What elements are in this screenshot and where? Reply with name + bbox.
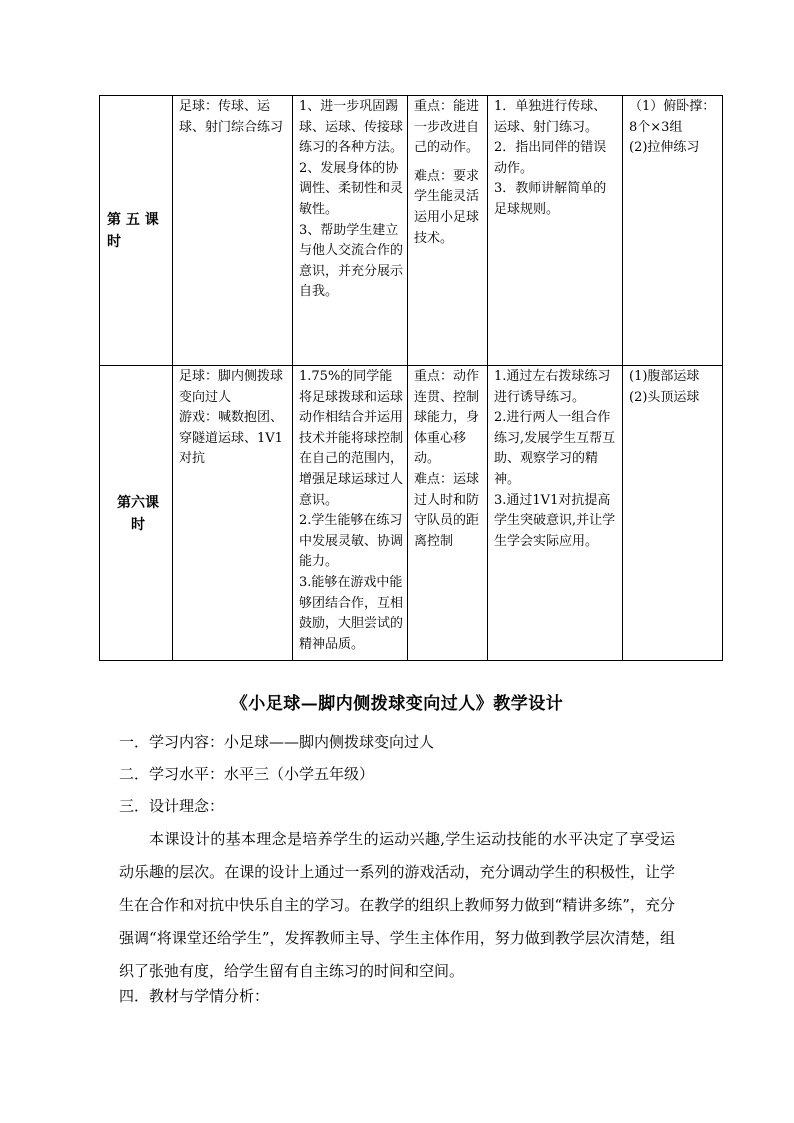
section-heading-level: 二．学习水平：水平三（小学五年级）	[119, 765, 375, 783]
section-heading-analysis: 四．教材与学情分析：	[119, 987, 270, 1005]
content-text: 足球：传球、运球、射门综合练习	[179, 99, 284, 135]
objective-item: 2.学生能够在练习中发展灵敏、协调能力。	[299, 513, 404, 570]
fitness-item: （1）俯卧撑：8个×3组	[629, 99, 716, 135]
method-item: 3．教师讲解简单的足球规则。	[494, 181, 607, 217]
method-item: 2．指出同伴的错误动作。	[494, 140, 607, 176]
fitness-item: (2)头顶运球	[629, 389, 700, 405]
methods-cell	[488, 96, 623, 366]
difficulty-text: 难点：运球过人时和防守队员的距离控制	[414, 471, 480, 549]
philosophy-paragraph: 本课设计的基本理念是培养学生的运动兴趣,学生运动技能的水平决定了享受运动乐趣的层次。在课的设计上通过一系列的游戏活动，充分调动学生的积极性，让学生在合作和对抗中快乐自主的学习。在教学的组织上教师努力做到“精讲多练”，充分强调“将课堂还给学生”，发挥教师主导、学生主体作用，努力做到教学层次清楚，组织了张弛有度，给学生留有自主练习的时间和空间。	[119, 830, 675, 980]
lesson-label: 第 五 课 时	[107, 212, 159, 250]
lesson-label: 第六课 时	[117, 494, 159, 533]
lesson-number-cell	[100, 366, 173, 661]
objectives-cell	[293, 96, 408, 366]
objective-item: 3、帮助学生建立与他人交流合作的意识，并充分展示自我。	[299, 222, 404, 300]
objective-item: 3.能够在游戏中能够团结合作，互相鼓励，大胆尝试的精神品质。	[299, 574, 404, 652]
method-item: 1.通过左右拨球练习进行诱导练习。	[494, 369, 611, 405]
objective-item: 2、发展身体的协调性、柔韧性和灵敏性。	[299, 160, 404, 217]
fitness-cell	[623, 96, 723, 366]
method-item: 2.进行两人一组合作练习,发展学生互帮互助、观察学习的精神。	[494, 410, 616, 487]
key-point-text: 重点：动作连贯、控制球能力，身体重心移动。	[414, 369, 480, 467]
section-heading-content: 一．学习内容：小足球——脚内侧拨球变向过人	[119, 733, 435, 751]
difficulty-text: 难点：要求学生能灵活运用小足球技术。	[414, 168, 480, 246]
fitness-cell	[623, 366, 723, 661]
key-point-text: 重点：能进一步改进自己的动作。	[414, 99, 480, 156]
key-points-cell	[408, 366, 488, 661]
table-row	[100, 96, 723, 366]
table-row	[100, 366, 723, 661]
lesson-number-cell	[100, 96, 173, 366]
method-item: 3.通过1V1对抗提高学生突破意识,并让学生学会实际应用。	[494, 492, 616, 549]
document-title: 《小足球—脚内侧拨球变向过人》教学设计	[230, 694, 564, 714]
content-cell	[173, 96, 293, 366]
fitness-item: (1)腹部运球	[629, 369, 700, 384]
fitness-item: (2)拉伸练习	[629, 140, 700, 156]
objective-item: 1.75%的同学能将足球拨球和运球动作相结合并运用技术并能将球控制在自己的范围内，增强足球运球过人意识。	[299, 369, 404, 508]
content-text: 足球：脚内侧拨球变向过人 游戏：喊数抱团、穿隧道运球、1V1对抗	[179, 369, 284, 467]
content-cell	[173, 366, 293, 661]
objective-item: 1、进一步巩固踢球、运球、传接球练习的各种方法。	[299, 99, 404, 156]
section-heading-philosophy: 三．设计理念：	[119, 797, 225, 815]
objectives-cell	[293, 366, 408, 661]
key-points-cell	[408, 96, 488, 366]
lesson-plan-table	[99, 95, 723, 661]
method-item: 1．单独进行传球、运球、射门练习。	[494, 99, 607, 135]
methods-cell	[488, 366, 623, 661]
